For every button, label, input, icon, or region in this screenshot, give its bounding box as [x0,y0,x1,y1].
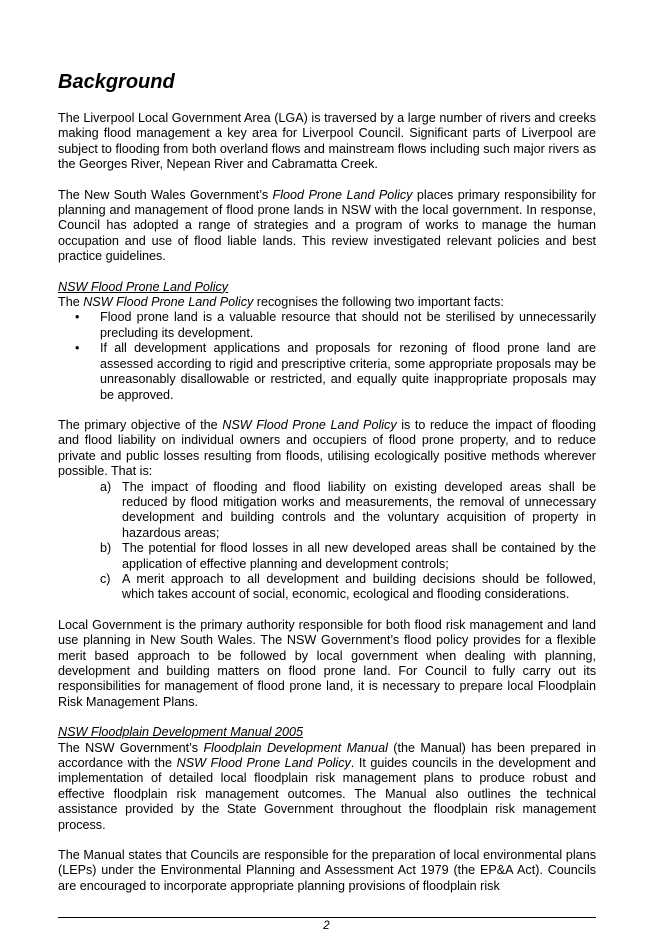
objective-paragraph-post: is to reduce the impact of flooding and flood liability on individual owners and occupiers of flood prone property, and to reduce private and public losses resulting from floods, utilising ecologically positive methods wherever possible. That is: [58,417,596,479]
bullet-icon: • [75,341,80,356]
manual-paragraph-mid: (the Manual) has been prepared in accordance with the [58,740,596,771]
manual-paragraph-em1: Floodplain Development Manual [203,740,388,755]
list-item-text: If all development applications and proposals for rezoning of flood prone land are assessed according to rigid and prescriptive criteria, some appropriate proposals may be unreasonably disallowable or restricted, and equally quite inappropriate proposals may be approved. [100,341,596,402]
objective-paragraph [58,418,596,480]
list-item-text: Flood prone land is a valuable resource that should not be sterilised by unnecessarily precluding its development. [100,310,596,340]
manual-paragraph [58,741,596,833]
list-item [58,541,596,572]
policy-paragraph-pre: The New South Wales Government’s [58,187,273,202]
section1-intro-pre: The [58,295,84,310]
section1-intro [58,295,596,310]
page-heading: Background [58,71,175,93]
page-number: 2 [323,920,330,932]
policy-paragraph [58,188,596,265]
section-title-flood-prone-land-policy: NSW Flood Prone Land Policy [58,279,229,294]
facts-list [58,310,596,402]
objectives-list [58,480,596,603]
manual-paragraph-pre: The NSW Government’s [58,740,204,755]
local-government-paragraph: Local Government is the primary authority responsible for both flood risk management and land use planning in New South Wales. The NSW Government’s flood policy provides for a flexible merit based approach to be followed by local government when dealing with planning, development and building matters on flood prone land. For Council to fully carry out its responsibilities for management of flood prone land, it is necessary to prepare local Floodplain Risk Management Plans. [58,617,596,709]
section1-intro-em: NSW Flood Prone Land Policy [83,295,254,310]
list-item [58,572,596,603]
list-item-text: A merit approach to all development and building decisions should be followed, which takes account of social, economic, ecological and flooding considerations. [122,571,596,602]
objective-paragraph-pre: The primary objective of the [58,417,223,432]
list-marker: c) [100,571,111,586]
list-item-text: The impact of flooding and flood liability on existing developed areas shall be reduced by flood mitigation works and measurements, the removal of unnecessary development and building controls and the voluntary acquisition of property in hazardous areas; [122,479,596,540]
section-title-floodplain-development-manual: NSW Floodplain Development Manual 2005 [58,725,304,740]
policy-paragraph-em: Flood Prone Land Policy [272,187,413,202]
list-item [58,310,596,341]
list-marker: b) [100,541,112,556]
footer-divider [58,917,596,918]
list-marker: a) [100,479,112,494]
page-content [58,70,596,894]
list-item [58,341,596,403]
manual-paragraph-post: . It guides councils in the development and implementation of detailed local floodplain risk management plans to produce robust and effective floodplain risk management outcomes. The Manual also outlines the technical assistance provided by the State Government throughout the floodplain risk management process. [58,756,596,832]
list-item-text: The potential for flood losses in all new developed areas shall be contained by the application of effective planning and development controls; [122,541,596,571]
list-item [58,480,596,542]
objective-paragraph-em: NSW Flood Prone Land Policy [222,417,397,432]
councils-paragraph: The Manual states that Councils are responsible for the preparation of local environmental plans (LEPs) under the Environmental Planning and Assessment Act 1979 (the EP&A Act). Councils are encouraged to incorporate appropriate planning provisions of floodplain risk [58,848,596,893]
manual-paragraph-em2: NSW Flood Prone Land Policy [176,756,351,771]
policy-paragraph-post: places primary responsibility for planning and management of flood prone lands in NSW with the local government. In response, Council has adopted a range of strategies and a program of works to manage the human occupation and use of flood liable lands. This review investigated relevant policies and best practice guidelines. [58,187,596,264]
intro-paragraph: The Liverpool Local Government Area (LGA) is traversed by a large number of rivers and creeks making flood management a key area for Liverpool Council. Significant parts of Liverpool are subject to flooding from both overland flows and mainstream flows including such major rivers as the Georges River, Nepean River and Cabramatta Creek. [58,111,596,172]
section1-intro-post: recognises the following two important facts: [253,295,504,310]
bullet-icon: • [75,310,80,325]
